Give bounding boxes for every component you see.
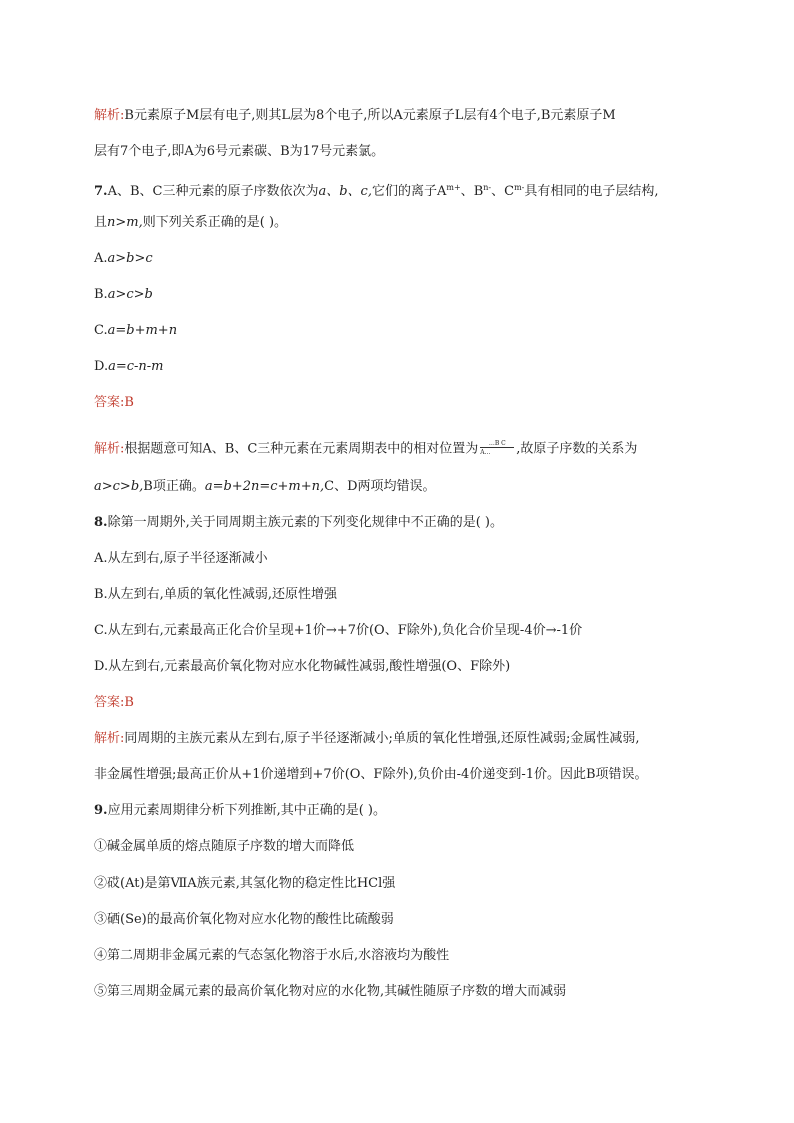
text: B元素原子M层有电子,则其L层为8个电子,所以A元素原子L层有4个电子,B元素原子M (124, 108, 616, 123)
ion-a: $A^{m+}$ (436, 183, 461, 199)
q8-option-d: D.从左到右,元素最高价氧化物对应水化物碱性减弱,酸性增强(O、F除外) (94, 659, 511, 674)
q8-option-b: B.从左到右,单质的氧化性减弱,还原性增强 (94, 587, 337, 602)
q8-answer: 答案:B (94, 695, 134, 710)
q7-option-b: B.a>c>b (94, 287, 153, 302)
q8-stem: 8.除第一周期外,关于同周期主族元素的下列变化规律中不正确的是( )。 (94, 515, 503, 530)
q7-option-c: C.a=b+m+n (94, 323, 178, 338)
q9-statement-5: ⑤第三周期金属元素的最高价氧化物对应的水化物,其碱性随原子序数的增大而减弱 (94, 984, 567, 999)
q9-statement-1: ①碱金属单质的熔点随原子序数的增大而降低 (94, 839, 355, 854)
q7-stem-line2: 且n>m,则下列关系正确的是( )。 (94, 215, 288, 230)
q7-option-d: D.a=c-n-m (94, 359, 164, 374)
q8-option-c: C.从左到右,元素最高正化合价呈现+1价→+7价(O、F除外),负化合价呈现-4价→-1价 (94, 623, 583, 638)
q7-stem-line1: 7.A、B、C三种元素的原子序数依次为a、b、c,它们的离子$A^{m+}$、$B^{n-}$、$C^{m-}$具有相同的电子层结构, (94, 183, 659, 199)
q7-option-a: A.a>b>c (94, 251, 153, 266)
q8-explanation-line2: 非金属性增强;最高正价从+1价递增到+7价(O、F除外),负价由-4价递变到-1价。因此B项错误。 (94, 767, 648, 782)
text: 具有相同的电子层结构, (524, 184, 659, 199)
q8-option-a: A.从左到右,原子半径逐渐减小 (94, 551, 268, 566)
q9-statement-2: ②砹(At)是第ⅦA族元素,其氢化物的稳定性比HCl强 (94, 876, 396, 891)
analysis-label: 解析: (94, 108, 125, 123)
q7-answer: 答案:B (94, 395, 134, 410)
variables: a、b、c, (318, 184, 372, 199)
question-number: 7. (94, 184, 108, 199)
condition: n>m, (107, 215, 143, 230)
analysis-label: 解析: (94, 441, 125, 457)
analysis-label: 解析: (94, 731, 125, 746)
text: 它们的离子 (371, 184, 437, 199)
q7-explanation-line1: 解析:根据题意可知A、B、C三种元素在元素周期表中的相对位置为 $\frac{\text{…B C}}{A\dots}$ ,故原子序数的关系为 (94, 440, 638, 457)
question-number: 8. (94, 515, 108, 530)
q9-stem: 9.应用元素周期律分析下列推断,其中正确的是( )。 (94, 803, 386, 818)
ion-b: $B^{n-}$ (473, 183, 492, 199)
q9-statement-3: ③硒(Se)的最高价氧化物对应水化物的酸性比硫酸弱 (94, 912, 394, 927)
q8-explanation-line1: 解析:同周期的主族元素从左到右,原子半径逐渐减小;单质的氧化性增强,还原性减弱;金属性减弱, (94, 731, 640, 746)
q7-explanation-line2: a>c>b,B项正确。a=b+2n=c+m+n,C、D两项均错误。 (94, 479, 436, 494)
exp6-line2: 层有7个电子,即A为6号元素碳、B为17号元素氯。 (94, 144, 385, 159)
text: A、B、C三种元素的原子序数依次为 (107, 184, 319, 199)
periodic-position-figure: $\frac{\text{…B C}}{A\dots}$ (480, 440, 514, 458)
q9-statement-4: ④第二周期非金属元素的气态氢化物溶于水后,水溶液均为酸性 (94, 948, 450, 963)
exp6-line1 (94, 108, 616, 124)
question-number: 9. (94, 803, 108, 818)
ion-c: $C^{m-}$ (504, 183, 525, 199)
